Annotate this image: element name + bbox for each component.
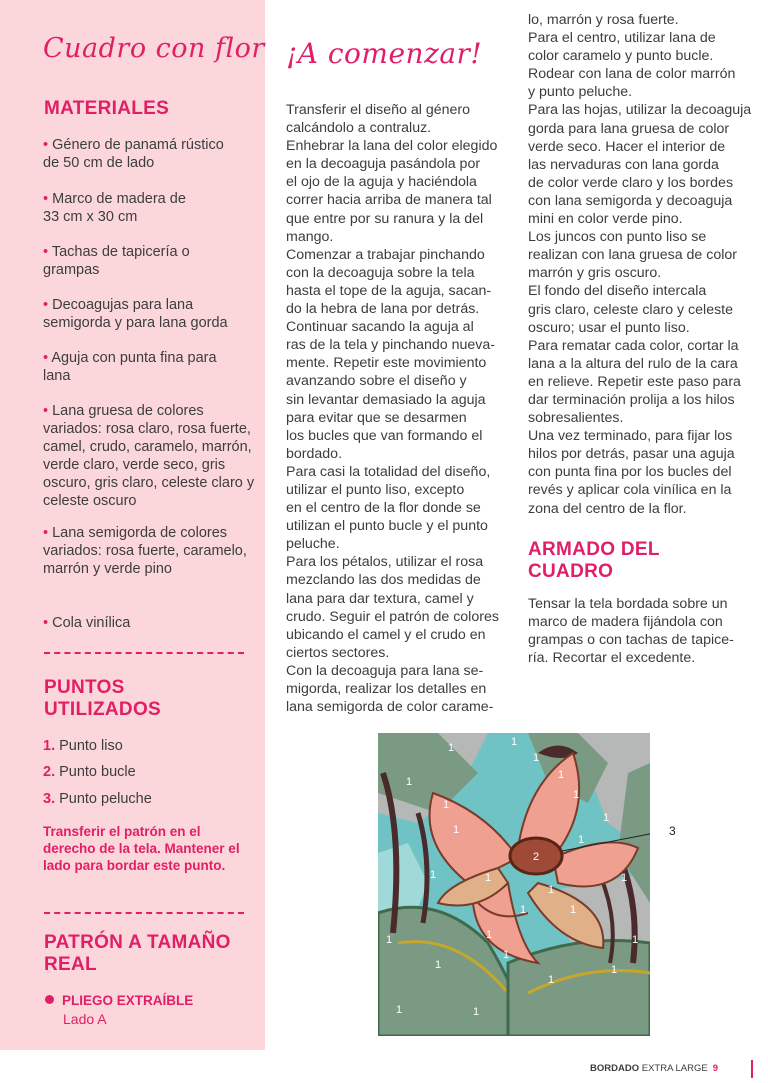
pattern-number: 1 (558, 769, 565, 781)
main-title: ¡A comenzar! (286, 37, 483, 70)
center-number: 2 (533, 851, 540, 863)
pattern-number: 1 (503, 949, 510, 961)
bullet-icon (45, 995, 54, 1004)
material-item: • Lana semigorda de colores variados: rosa fuerte, caramelo, marrón y verde pino (43, 525, 247, 577)
material-item: • Género de panamá rústico de 50 cm de lado (43, 137, 224, 171)
page-footer: BORDADO EXTRA LARGE 9 (590, 1063, 719, 1074)
flower-pattern-illustration (378, 733, 650, 1036)
puntos-heading: PUNTOS UTILIZADOS (44, 677, 161, 720)
material-item: • Decoagujas para lana semigorda y para lana gorda (43, 297, 228, 331)
pattern-number: 1 (448, 742, 455, 754)
patron-heading: PATRÓN A TAMAÑO REAL (44, 932, 231, 975)
punto-item: 3. Punto peluche (43, 791, 152, 807)
material-item: • Cola vinílica (43, 615, 131, 631)
pattern-number: 1 (632, 934, 639, 946)
pattern-number: 1 (603, 812, 610, 824)
divider (44, 912, 244, 914)
lado-label: Lado A (63, 1011, 107, 1027)
materiales-heading: MATERIALES (44, 98, 170, 119)
pattern-number: 1 (621, 872, 628, 884)
material-item: • Marco de madera de 33 cm x 30 cm (43, 191, 186, 225)
punto-item: 2. Punto bucle (43, 764, 136, 780)
pattern-number: 1 (611, 964, 618, 976)
armado-text: Tensar la tela bordada sobre un marco de madera fijándola con grampas o con tachas de tapice- ría. Recortar el excedente. (528, 596, 734, 667)
pattern-number: 1 (435, 959, 442, 971)
sidebar (0, 0, 265, 1050)
pattern-number: 1 (386, 934, 393, 946)
pattern-number: 1 (485, 872, 492, 884)
callout-number: 3 (669, 824, 676, 838)
pattern-number: 1 (406, 776, 413, 788)
instructions-col1: Transferir el diseño al género calcándolo a contraluz. Enhebrar la lana del color elegido en la decoaguja pasándola por el ojo de la aguja y haciéndola correr hacia arriba de manera tal que entre por su ranura y la del mango. Comenzar a trabajar pinchando con la decoaguja sobre la tela hasta el tope de la aguja, sacan- do la hebra de lana por detrás. Continuar sacando la aguja al ras de la tela y pinchando nueva- mente. Repetir este movimiento avanzando sobre el diseño y sin levantar demasiado la aguja para evitar que se desarmen los bucles que van formando el bordado. Para casi la totalidad del diseño, utilizar el punto liso, excepto en el centro de la flor donde se utilizan el punto bucle y el punto peluche. Para los pétalos, utilizar el rosa mezclando las dos medidas de lana para dar textura, camel y crudo. Seguir el patrón de colores ubicando el camel y el crudo en ciertos sectores. Con la decoaguja para lana se- migorda, realizar los detalles en lana semigorda de color carame- (286, 102, 499, 716)
divider (44, 652, 244, 654)
pattern-number: 1 (570, 904, 577, 916)
pattern-number: 1 (548, 974, 555, 986)
pattern-number: 1 (520, 904, 527, 916)
armado-heading: ARMADO DEL CUADRO (528, 539, 660, 582)
footer-bar (751, 1060, 753, 1078)
page-number: 9 (712, 1063, 719, 1074)
material-item: • Aguja con punta fina para lana (43, 350, 217, 384)
material-item: • Lana gruesa de colores variados: rosa claro, rosa fuerte, camel, crudo, caramelo, marrón, verde claro, verde seco, gris oscuro, gris claro, celeste claro y celeste oscuro (43, 403, 255, 509)
pattern-number: 1 (486, 929, 493, 941)
sidebar-title: Cuadro con flor (43, 33, 265, 64)
transfer-note: Transferir el patrón en el derecho de la tela. Mantener el lado para bordar este punto. (43, 824, 240, 873)
pattern-number: 1 (573, 789, 580, 801)
pattern-number: 1 (511, 736, 518, 748)
pattern-number: 1 (578, 834, 585, 846)
pattern-number: 1 (453, 824, 460, 836)
pattern-number: 1 (443, 799, 450, 811)
material-item: • Tachas de tapicería o grampas (43, 244, 190, 278)
pattern-number: 1 (533, 752, 540, 764)
pattern-number: 1 (473, 1006, 480, 1018)
pattern-number: 1 (548, 884, 555, 896)
instructions-col2: lo, marrón y rosa fuerte. Para el centro, utilizar lana de color caramelo y punto bucle. Rodear con lana de color marrón y punto peluche. Para las hojas, utilizar la decoaguja gorda para lana gruesa de color verde seco. Hacer el interior de las nervaduras con lana gorda de color verde claro y los bordes con lana semigorda y decoaguja mini en color verde pino. Los juncos con punto liso se realizan con lana gruesa de color marrón y gris oscuro. El fondo del diseño intercala gris claro, celeste claro y celeste oscuro; usar el punto liso. Para rematar cada color, cortar la lana a la altura del rulo de la cara en relieve. Repetir este paso para dar terminación prolija a los hilos sobresalientes. Una vez terminado, para fijar los hilos por detrás, pasar una aguja con punta fina por los bucles del revés y aplicar cola vinílica en la zona del centro de la flor. (528, 12, 752, 517)
punto-item: 1. Punto liso (43, 738, 123, 754)
pattern-number: 1 (396, 1004, 403, 1016)
pliego-label: PLIEGO EXTRAÍBLE (45, 993, 193, 1008)
pattern-number: 1 (430, 869, 437, 881)
